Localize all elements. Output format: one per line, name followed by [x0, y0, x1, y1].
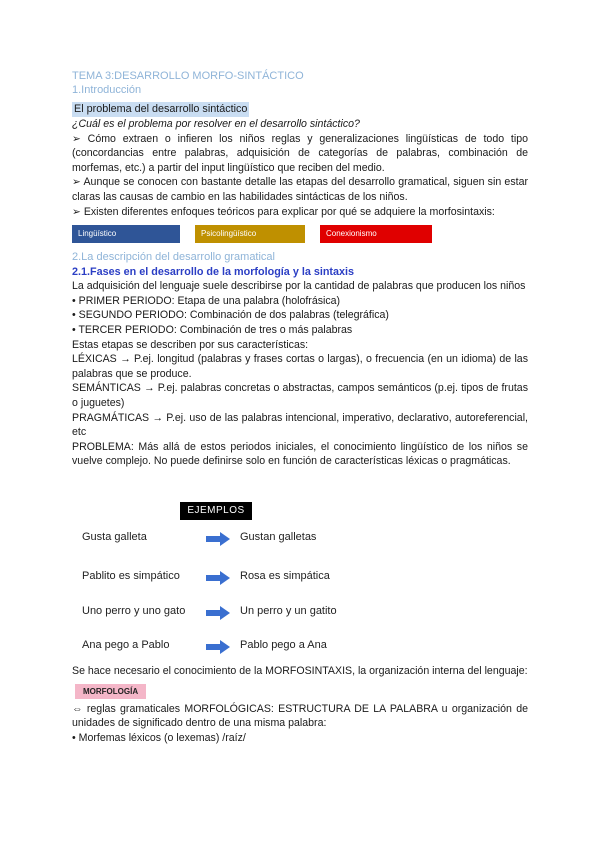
example-from: Ana pego a Pablo [82, 639, 170, 651]
arrow-right-icon [206, 606, 230, 620]
example-row [72, 568, 528, 588]
morfosintaxis-block [72, 664, 528, 745]
example-from: Gusta galleta [82, 531, 147, 543]
tag-conexionismo: Conexionismo [320, 225, 432, 243]
example-from: Pablito es simpático [82, 570, 180, 582]
example-to: Rosa es simpática [240, 570, 330, 582]
period-2: • SEGUNDO PERIODO: Combinación de dos palabras (telegráfica) [72, 309, 389, 322]
ejemplos-label: EJEMPLOS [180, 502, 252, 520]
approach-tags [72, 225, 528, 243]
section-2-heading: 2.La descripción del desarrollo gramatical [72, 251, 275, 264]
example-row [72, 637, 528, 657]
section-2-1-heading: 2.1.Fases en el desarrollo de la morfología y la sintaxis [72, 266, 355, 279]
example-row [72, 529, 528, 549]
arrow-right-icon [206, 640, 230, 654]
period-3: • TERCER PERIODO: Combinación de tres o más palabras [72, 323, 353, 336]
morfo-note: Se hace necesario el conocimiento de la MORFOSINTAXIS, la organización interna del lenguaje: [72, 665, 528, 677]
example-row [72, 603, 528, 623]
highlighted-subheading [72, 99, 528, 117]
arrow-right-icon [206, 532, 230, 546]
bullet-1: ➢ Cómo extraen o infieren los niños reglas y generalizaciones lingüísticas de todo tipo (concordancias entre palabras, adquisición de categorías de palabras, combinación de morfemas, etc.) a partir del input lingüístico que reciben del medio. [72, 132, 528, 174]
tag-psicolinguistico: Psicolingüístico [195, 225, 305, 243]
bullet-2: ➢ Aunque se conocen con bastante detalle las etapas del desarrollo gramatical, siguen sin estar claras las causas de cambio en las habilidades sintácticas de los niños. [72, 176, 528, 203]
section-1-heading: 1.Introducción [72, 84, 142, 96]
problema-text: PROBLEMA: Más allá de estos periodos iniciales, el conocimiento lingüístico de los niños se vuelve complejo. No puede definirse solo en función de características léxicas o pragmáticas. [72, 440, 528, 468]
document-page [72, 70, 528, 469]
arrow-right-icon [206, 571, 230, 585]
tag-linguistico: Lingüístico [72, 225, 180, 243]
example-to: Gustan galletas [240, 531, 317, 543]
period-1: • PRIMER PERIODO: Etapa de una palabra (holofrásica) [72, 294, 341, 307]
bullet-3: ➢ Existen diferentes enfoques teóricos para explicar por qué se adquiere la morfosintaxis: [72, 205, 495, 218]
example-to: Un perro y un gatito [240, 605, 337, 617]
stages-text: Estas etapas se describen por sus características: [72, 338, 309, 351]
example-from: Uno perro y uno gato [82, 605, 186, 617]
morfologia-tag: MORFOLOGÍA [75, 684, 146, 699]
doc-title: TEMA 3:DESARROLLO MORFO-SINTÁCTICO [72, 70, 304, 82]
highlight-text: El problema del desarrollo sintáctico [74, 103, 248, 115]
intro-text: La adquisición del lenguaje suele describirse por la cantidad de palabras que producen los niños [72, 280, 526, 293]
example-to: Pablo pego a Ana [240, 639, 327, 651]
question-text: ¿Cuál es el problema por resolver en el desarrollo sintáctico? [72, 118, 360, 130]
morfemas-text: • Morfemas léxicos (o lexemas) /raíz/ [72, 731, 246, 744]
lexicas-text: LÉXICAS → P.ej. longitud (palabras y frases cortas o largas), o frecuencia (en un idioma) de las palabras que se produce. [72, 353, 528, 380]
pragmaticas-text: PRAGMÁTICAS → P.ej. uso de las palabras intencional, imperativo, declarativo, autoreferencial, etc [72, 411, 528, 439]
semanticas-text: SEMÁNTICAS → P.ej. palabras concretas o abstractas, campos semánticos (p.ej. tipos de frutas o juguetes) [72, 382, 528, 409]
reglas-text: ⇔ reglas gramaticales MORFOLÓGICAS: ESTRUCTURA DE LA PALABRA u organización de unidades de significado dentro de una misma palabra: [72, 702, 528, 730]
